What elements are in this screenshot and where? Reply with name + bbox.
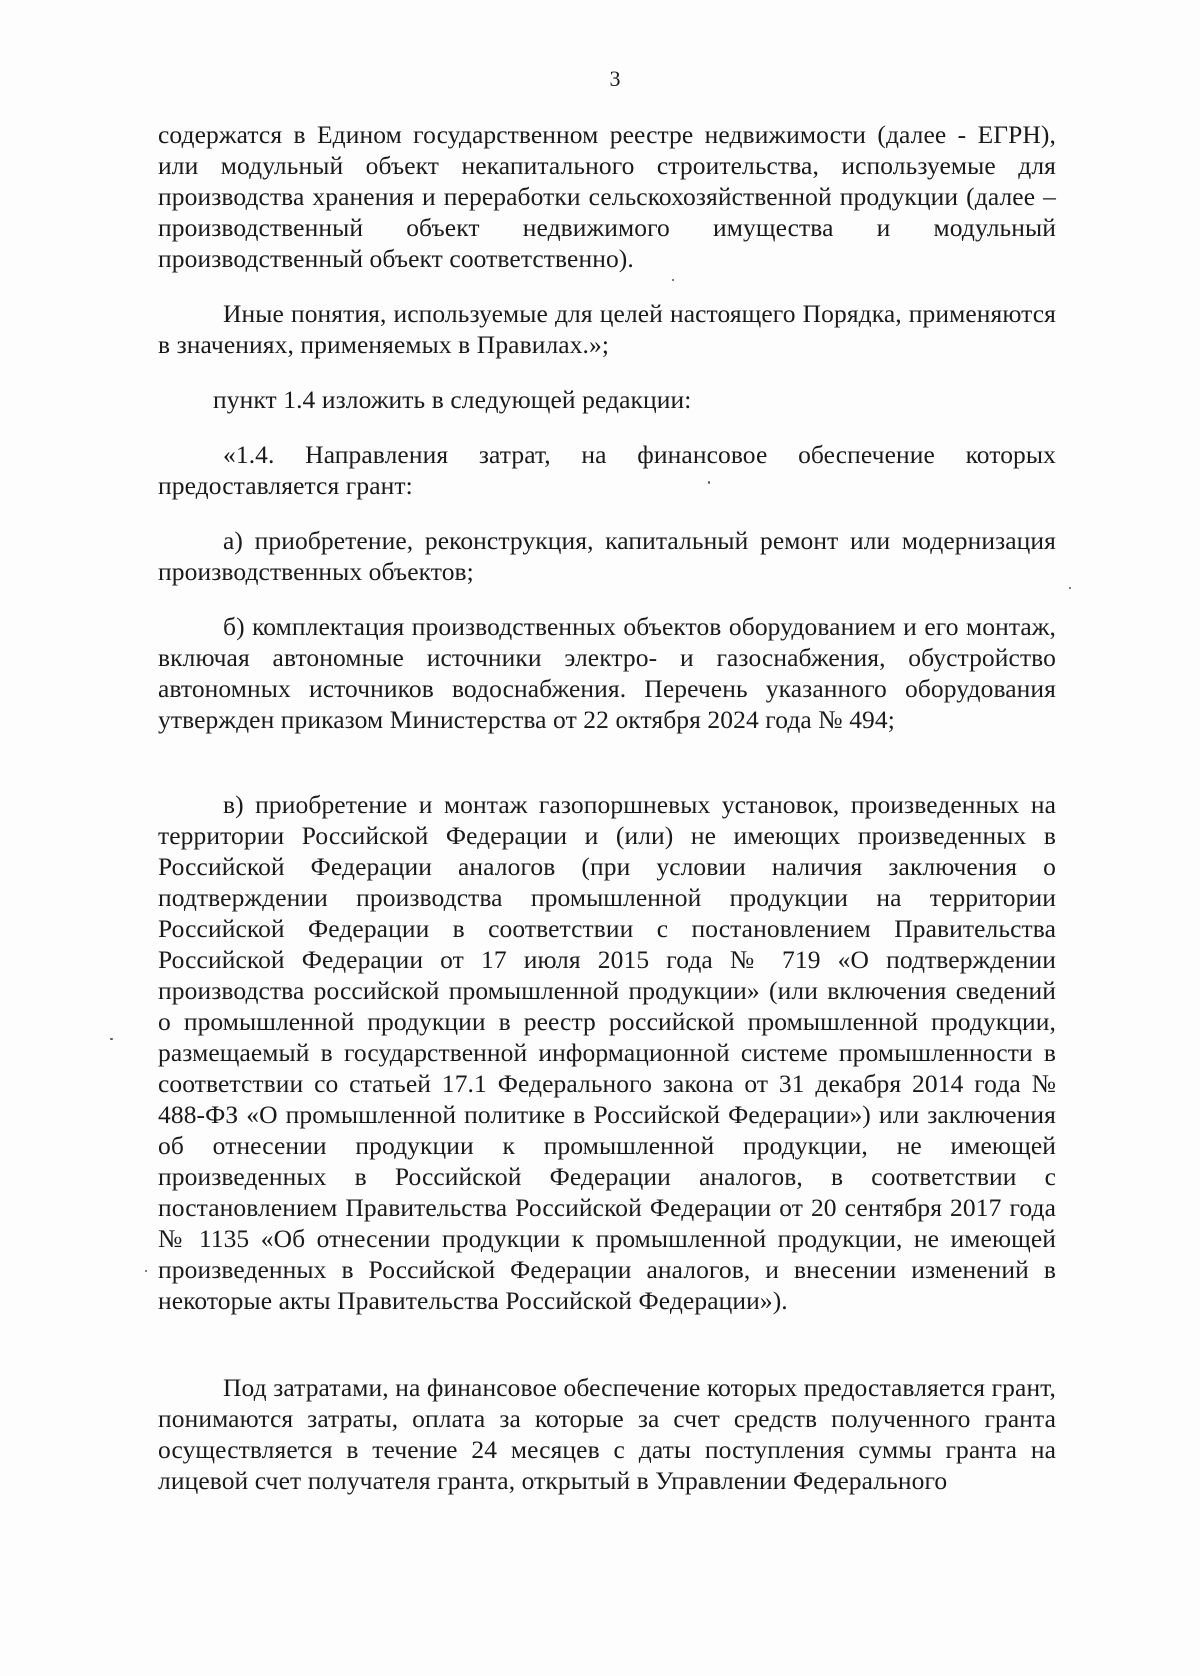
scan-speck bbox=[708, 481, 710, 484]
scan-speck bbox=[1069, 587, 1071, 589]
paragraph-5: а) приобретение, реконструкция, капитальный ремонт или модернизация производственных объектов; bbox=[158, 526, 1056, 586]
scan-speck bbox=[110, 1038, 113, 1040]
page-number: 3 bbox=[609, 66, 621, 91]
scan-speck bbox=[672, 279, 674, 281]
scan-speck bbox=[145, 1270, 147, 1272]
paragraph-4: «1.4. Направления затрат, на финансовое обеспечение которых предоставляется грант: bbox=[158, 440, 1056, 500]
paragraph-1: содержатся в Едином государственном реестре недвижимости (далее - ЕГРН), или модульный объект некапитального строительства, используемые для производства хранения и переработки сельскохозяйственной продукции (далее – производственный объект недвижимого имущества и модульный производственный объект соответственно). bbox=[158, 120, 1056, 273]
paragraph-8: Под затратами, на финансовое обеспечение которых предоставляется грант, понимаются затраты, оплата за которые за счет средств полученного гранта осуществляется в течение 24 месяцев с даты поступления суммы гранта на лицевой счет получателя гранта, открытый в Управлении Федерального bbox=[158, 1373, 1056, 1495]
paragraph-3: пункт 1.4 изложить в следующей редакции: bbox=[213, 385, 692, 414]
paragraph-7: в) приобретение и монтаж газопоршневых установок, произведенных на территории Российской Федерации и (или) не имеющих произведенных в Российской Федерации аналогов (при условии наличия заключения о подтверждении производства промышленной продукции на территории Российской Федерации в соответствии с постановлением Правительства Российской Федерации от 17 июля 2015 года № 719 «О подтверждении производства российской промышленной продукции» (или включения сведений о промышленной продукции в реестр российской промышленной продукции, размещаемый в государственной информационной системе промышленности в соответствии со статьей 17.1 Федерального закона от 31 декабря 2014 года № 488-ФЗ «О промышленной политике в Российской Федерации») или заключения об отнесении продукции к промышленной продукции, не имеющей произведенных в Российской Федерации аналогов, в соответствии с постановлением Правительства Российской Федерации от 20 сентября 2017 года № 1135 «Об отнесении продукции к промышленной продукции, не имеющей произведенных в Российской Федерации аналогов, и внесении изменений в некоторые акты Правительства Российской Федерации»). bbox=[158, 790, 1056, 1315]
paragraph-6: б) комплектация производственных объектов оборудованием и его монтаж, включая автономные источники электро- и газоснабжения, обустройство автономных источников водоснабжения. Перечень указанного оборудования утвержден приказом Министерства от 22 октября 2024 года № 494; bbox=[158, 612, 1056, 734]
paragraph-2: Иные понятия, используемые для целей настоящего Порядка, применяются в значениях, применяемых в Правилах.»; bbox=[158, 299, 1056, 359]
